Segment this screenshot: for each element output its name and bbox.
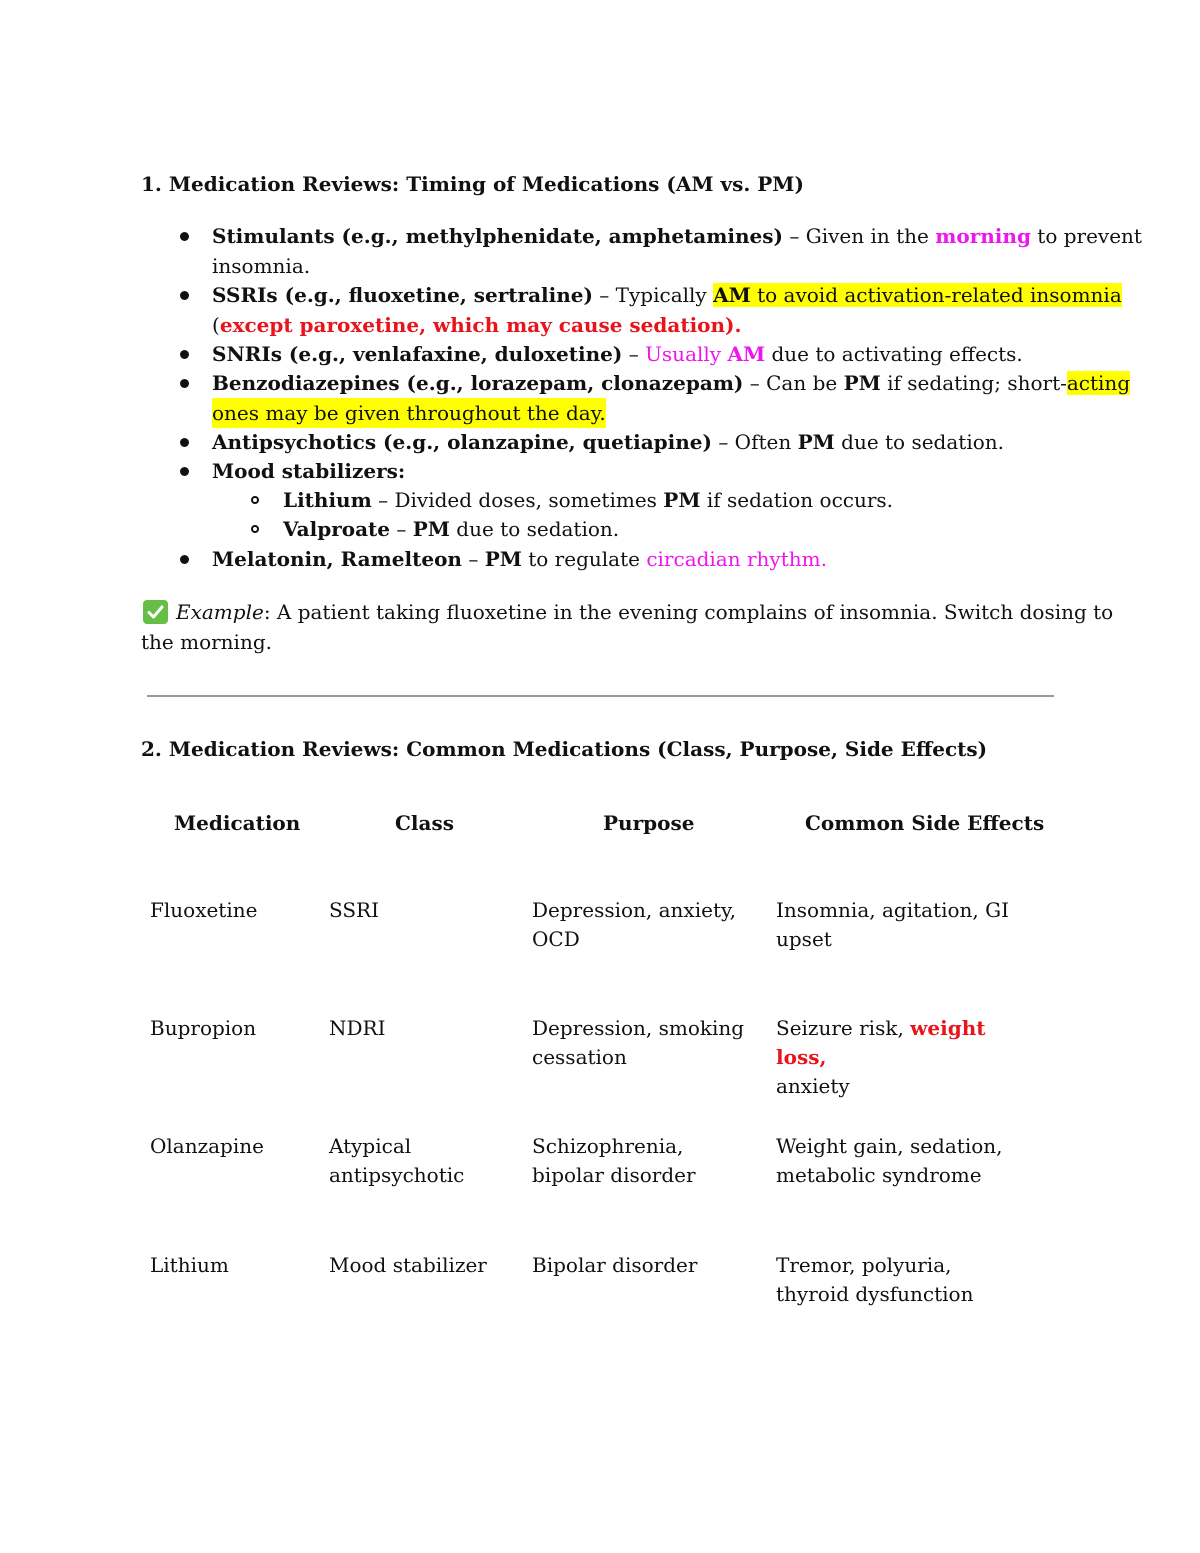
cell-side-effects: Tremor, polyuria, thyroid dysfunction bbox=[776, 1253, 974, 1306]
bullet-icon bbox=[180, 555, 189, 564]
cell-side-effects: Insomnia, agitation, GI upset bbox=[776, 898, 1009, 951]
cell-class: Atypical antipsychotic bbox=[329, 1134, 465, 1187]
table-header-medication: Medication bbox=[174, 811, 301, 835]
cell-purpose: Depression, anxiety, OCD bbox=[532, 898, 736, 951]
cell-purpose: Schizophrenia, bipolar disorder bbox=[532, 1134, 696, 1187]
cell-side-effects: Weight gain, sedation, metabolic syndrome bbox=[776, 1134, 1003, 1187]
table-header-side-effects: Common Side Effects bbox=[805, 811, 1045, 835]
bullet-icon bbox=[180, 291, 189, 300]
bullet-icon bbox=[180, 350, 189, 359]
cell-medication: Fluoxetine bbox=[150, 898, 258, 922]
document-page: 1. Medication Reviews: Timing of Medications (AM vs. PM) Stimulants (e.g., methylphenidate, amphetamines) – Given in the morning to prevent insomnia. SSRIs (e.g., fluoxetine, sertraline) – Typically AM to avoid activation-related insomnia (except paroxetine, which may cause sedation). SNRIs (e.g., venlafaxine, duloxetine) – Usually AM due to activating effects. Benzodiazepines (e.g., lorazepam, clonazepam) – Can be PM if sedating; short-acting ones may be given throughout the day. Antipsychotics (e.g., olanzapine, quetiapine) – Often PM due to sedation. Mood stabilizers: Lithium – Divided doses, sometimes PM if sedation occurs. Valproate – PM due to sedation. Melatonin, Ramelteon – PM to regulate circadian rhythm. Example: A patient taking fluoxetine in the evening complains of insomnia. Switch dosing to the morning. 2. Medication Reviews: Common Medications (Class, Purpose, Side Effects) Medication Class Purpose Common Side Effects Fluoxetine SSRI Depression, anxiety, OCD Insomnia, agitation, GI upset Bupropion NDRI Depression, smoking cessation Seizure risk, weight loss, anxiety Olanzapine Atypical antipsychotic Schizophrenia, bipolar disorder Weight gain, sedation, metabolic syndrome Lithium Mood stabilizer Bipolar disorder Tremor, polyuria, thyroid dysfunction bbox=[0, 0, 1200, 1553]
cell-purpose: Depression, smoking cessation bbox=[532, 1016, 745, 1069]
section-1-heading: 1. Medication Reviews: Timing of Medications (AM vs. PM) bbox=[141, 172, 804, 196]
sub-bullet-icon bbox=[251, 525, 259, 533]
cell-medication: Bupropion bbox=[150, 1016, 257, 1040]
cell-class: Mood stabilizer bbox=[329, 1253, 487, 1277]
example-label: Example bbox=[176, 600, 264, 624]
check-mark-icon bbox=[143, 600, 168, 624]
bullet-icon bbox=[180, 438, 189, 447]
cell-class: SSRI bbox=[329, 898, 380, 922]
cell-medication: Lithium bbox=[150, 1253, 229, 1277]
cell-purpose: Bipolar disorder bbox=[532, 1253, 698, 1277]
cell-side-effects: Seizure risk, weight loss, anxiety bbox=[776, 1016, 986, 1098]
horizontal-rule bbox=[147, 695, 1054, 697]
bullet-icon bbox=[180, 379, 189, 388]
bullet-icon bbox=[180, 232, 189, 241]
cell-medication: Olanzapine bbox=[150, 1134, 264, 1158]
cell-class: NDRI bbox=[329, 1016, 386, 1040]
bullet-icon bbox=[180, 467, 189, 476]
sub-bullet-icon bbox=[251, 496, 259, 504]
table-header-class: Class bbox=[395, 811, 454, 835]
section-2-heading: 2. Medication Reviews: Common Medications (Class, Purpose, Side Effects) bbox=[141, 737, 988, 761]
table-header-purpose: Purpose bbox=[603, 811, 695, 835]
